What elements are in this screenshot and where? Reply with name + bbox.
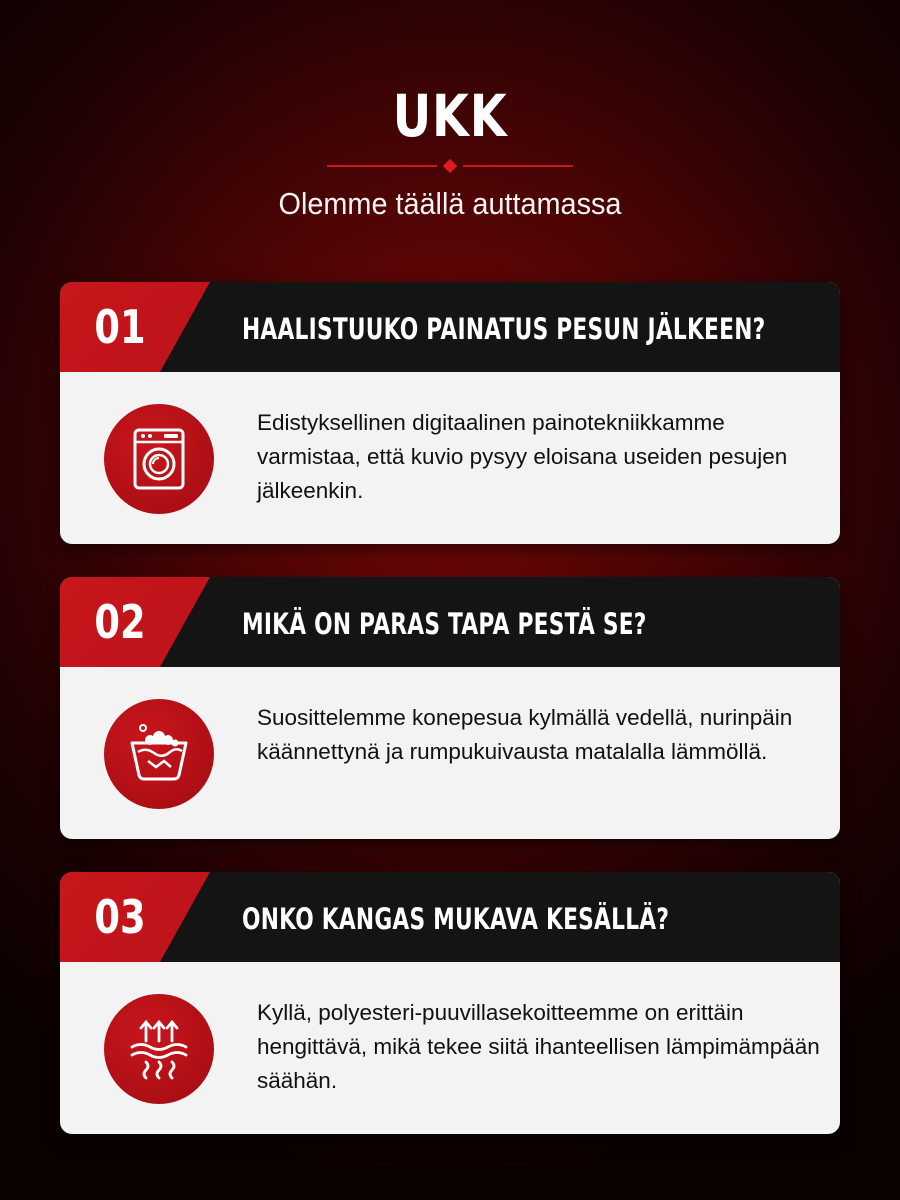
faq-answer: Suosittelemme konepesua kylmällä vedellä, nurinpäin käännettynä ja rumpukuivausta matalalla lämmöllä. (257, 705, 793, 764)
diamond-icon (443, 159, 457, 173)
wash-basin-icon (104, 699, 214, 809)
faq-question: HAALISTUUKO PAINATUS PESUN JÄLKEEN? (242, 312, 766, 346)
faq-card-header[interactable] (60, 282, 840, 372)
faq-card-body (60, 667, 840, 839)
washing-machine-icon (104, 404, 214, 514)
page-subtitle: Olemme täällä auttamassa (278, 186, 622, 221)
faq-card-header[interactable] (60, 872, 840, 962)
faq-question: ONKO KANGAS MUKAVA KESÄLLÄ? (242, 902, 670, 936)
faq-answer: Edistyksellinen digitaalinen painotekniikkamme varmistaa, että kuvio pysyy eloisana useiden pesujen jälkeenkin. (257, 410, 788, 503)
faq-card-body (60, 372, 840, 544)
faq-card-3[interactable] (60, 872, 840, 1134)
faq-card-body (60, 962, 840, 1134)
faq-number: 02 (94, 595, 146, 649)
faq-number: 03 (94, 890, 146, 944)
faq-card-2[interactable] (60, 577, 840, 839)
faq-question: MIKÄ ON PARAS TAPA PESTÄ SE? (242, 607, 647, 641)
faq-card-header[interactable] (60, 577, 840, 667)
title-divider (327, 160, 573, 172)
page-header (0, 0, 900, 240)
faq-answer: Kyllä, polyesteri-puuvillasekoitteemme on erittäin hengittävä, mikä tekee siitä ihanteellisen lämpimämpään säähän. (257, 1000, 820, 1093)
page-title: UKK (392, 82, 508, 150)
faq-card-1[interactable] (60, 282, 840, 544)
breathable-fabric-icon (104, 994, 214, 1104)
faq-number: 01 (94, 300, 146, 354)
